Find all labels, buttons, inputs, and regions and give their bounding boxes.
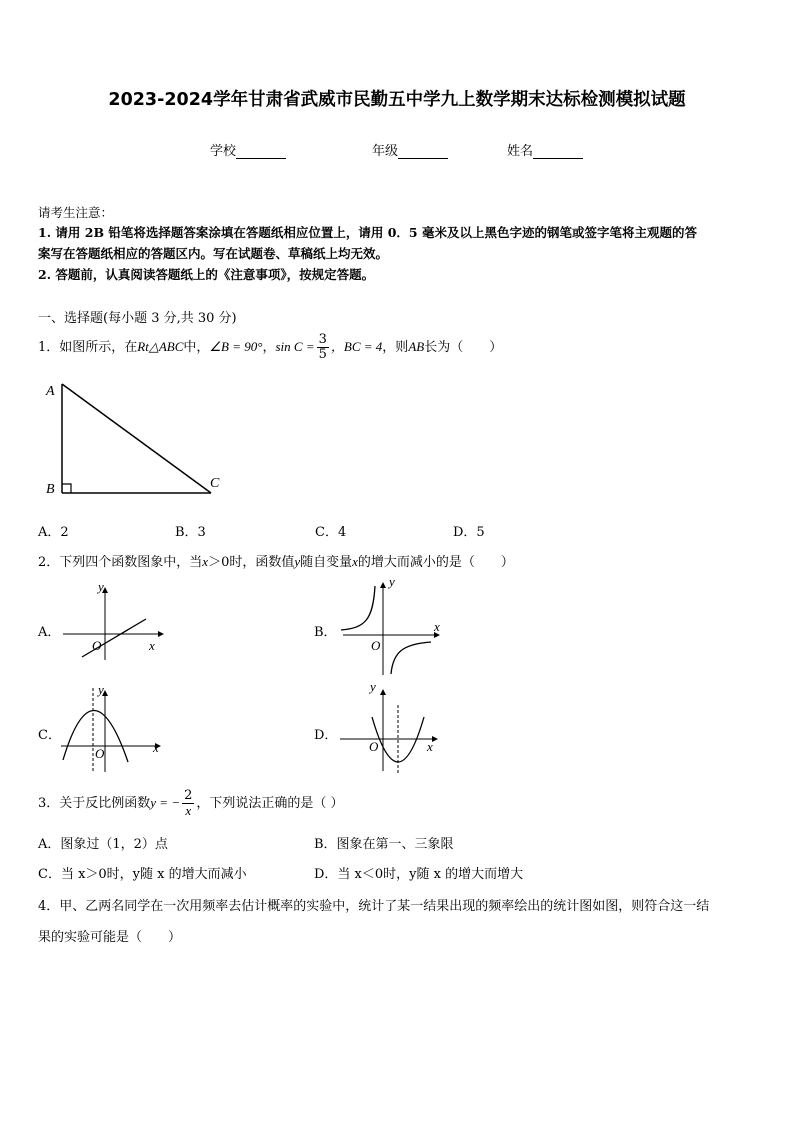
q1-frac-num: 3 xyxy=(318,332,327,347)
q1-ab: AB xyxy=(408,339,425,354)
q2-stem-2: ＞0时，函数值 xyxy=(208,555,295,570)
grade-field xyxy=(372,140,448,159)
q1-suffix: ，则 xyxy=(382,340,409,355)
q2-y1: y xyxy=(294,554,301,569)
q3-frac-den: x xyxy=(185,803,192,818)
question-3-stem xyxy=(38,786,344,821)
q2-option-a-label: A． xyxy=(38,625,61,640)
section-heading: 一、选择题(每小题 3 分,共 30 分) xyxy=(38,311,237,326)
question-4-line2: 果的实验可能是（ ） xyxy=(38,930,182,945)
q1-prefix: 1．如图所示，在 xyxy=(38,340,138,355)
q3-option-c: C．当 x＞0时，y随 x 的增大而减小 xyxy=(38,867,247,882)
school-label: 学校 xyxy=(210,144,237,159)
hyperbola-branch-left xyxy=(341,586,375,630)
question-1-stem xyxy=(38,330,502,365)
q2-option-b-label: B． xyxy=(314,625,337,640)
q3-frac-num: 2 xyxy=(184,788,193,803)
origin-label: O xyxy=(369,739,379,754)
q1-sep: ， xyxy=(262,340,276,355)
q1-frac-den: 5 xyxy=(318,347,327,362)
question-2-stem xyxy=(38,551,514,570)
q2-stem-3: 随自变量 xyxy=(300,555,353,570)
q2-option-d-label: D． xyxy=(314,728,338,743)
notice-item2: 2. 答题前，认真阅读答题纸上的《注意事项》，按规定答题。 xyxy=(38,267,375,282)
name-field xyxy=(507,140,583,159)
q2-stem-4: 的增大而减小的是（ ） xyxy=(357,555,514,570)
q3-equation: y = − xyxy=(150,795,181,810)
q1-tail: 长为（ ） xyxy=(424,340,503,355)
grade-blank xyxy=(398,144,448,159)
q3-stem-1: 3．关于反比例函数 xyxy=(38,796,151,811)
y-arrow xyxy=(380,689,386,695)
q1-mid: 中， xyxy=(183,340,210,355)
hyperbola-branch-right xyxy=(391,642,431,674)
q2-x2: x xyxy=(352,554,358,569)
name-blank xyxy=(533,144,583,159)
x-arrow xyxy=(432,736,438,742)
y-label: y xyxy=(98,579,104,594)
q2-stem-1: 2．下列四个函数图象中，当 xyxy=(38,555,203,570)
q1-triangle-figure xyxy=(40,375,230,500)
q2-graph-c xyxy=(58,680,168,775)
side-ac xyxy=(62,384,211,493)
x-arrow xyxy=(158,631,164,637)
q1-option-a: A．2 xyxy=(38,525,69,540)
q1-option-b: B．3 xyxy=(175,525,206,540)
y-label: y xyxy=(389,574,395,589)
x-label: x xyxy=(434,619,440,634)
y-arrow xyxy=(380,582,386,588)
q2-graph-b xyxy=(335,572,450,677)
question-4-line1: 4．甲、乙两名同学在一次用频率去估计概率的实验中，统计了某一结果出现的频率绘出的统计图如图，则符合这一结 xyxy=(38,899,710,914)
q2-option-c-label: C． xyxy=(38,728,61,743)
x-label: x xyxy=(153,740,159,755)
q1-sin: sin C = xyxy=(275,339,315,354)
school-blank xyxy=(236,144,286,159)
right-angle-mark xyxy=(62,484,71,493)
q3-option-b: B．图象在第一、三象限 xyxy=(314,837,454,852)
page-title: 2023-2024学年甘肃省武威市民勤五中学九上数学期末达标检测模拟试题 xyxy=(108,90,686,110)
x-label: x xyxy=(149,638,155,653)
q2-x1: x xyxy=(202,554,209,569)
q3-option-a: A．图象过（1，2）点 xyxy=(38,837,168,852)
x-label: x xyxy=(427,739,433,754)
y-label: y xyxy=(98,682,104,697)
name-label: 姓名 xyxy=(507,144,534,159)
q3-fraction xyxy=(182,789,194,818)
origin-label: O xyxy=(92,638,102,653)
grade-label: 年级 xyxy=(372,144,399,159)
q2-graph-d xyxy=(336,677,446,777)
q2-graph-a xyxy=(60,577,170,662)
y-label: y xyxy=(370,679,376,694)
school-field xyxy=(210,140,286,159)
q1-option-c: C．4 xyxy=(315,525,347,540)
origin-label: O xyxy=(95,746,105,761)
q3-stem-2: ，下列说法正确的是（ ） xyxy=(196,796,344,811)
origin-label: O xyxy=(371,638,381,653)
q1-option-d: D．5 xyxy=(453,525,485,540)
vertex-b-label: B xyxy=(46,482,55,497)
notice-header: 请考生注意： xyxy=(38,205,114,220)
q1-fraction xyxy=(317,333,329,362)
notice-item1-line2: 案写在答题纸相应的答题区内。写在试题卷、草稿纸上均无效。 xyxy=(38,246,389,261)
notice-item1-line1: 1. 请用 2B 铅笔将选择题答案涂填在答题纸相应位置上，请用 0．5 毫米及以上黑色字迹的钢笔或签字笔将主观题的答 xyxy=(38,225,697,240)
q1-angle: ∠B = 90° xyxy=(209,339,263,354)
vertex-c-label: C xyxy=(210,476,220,491)
q1-bc: ，BC = 4 xyxy=(330,339,383,354)
q3-option-d: D．当 x＜0时，y随 x 的增大而增大 xyxy=(314,867,524,882)
vertex-a-label: A xyxy=(46,384,55,399)
q1-triangle: Rt△ABC xyxy=(137,339,184,354)
